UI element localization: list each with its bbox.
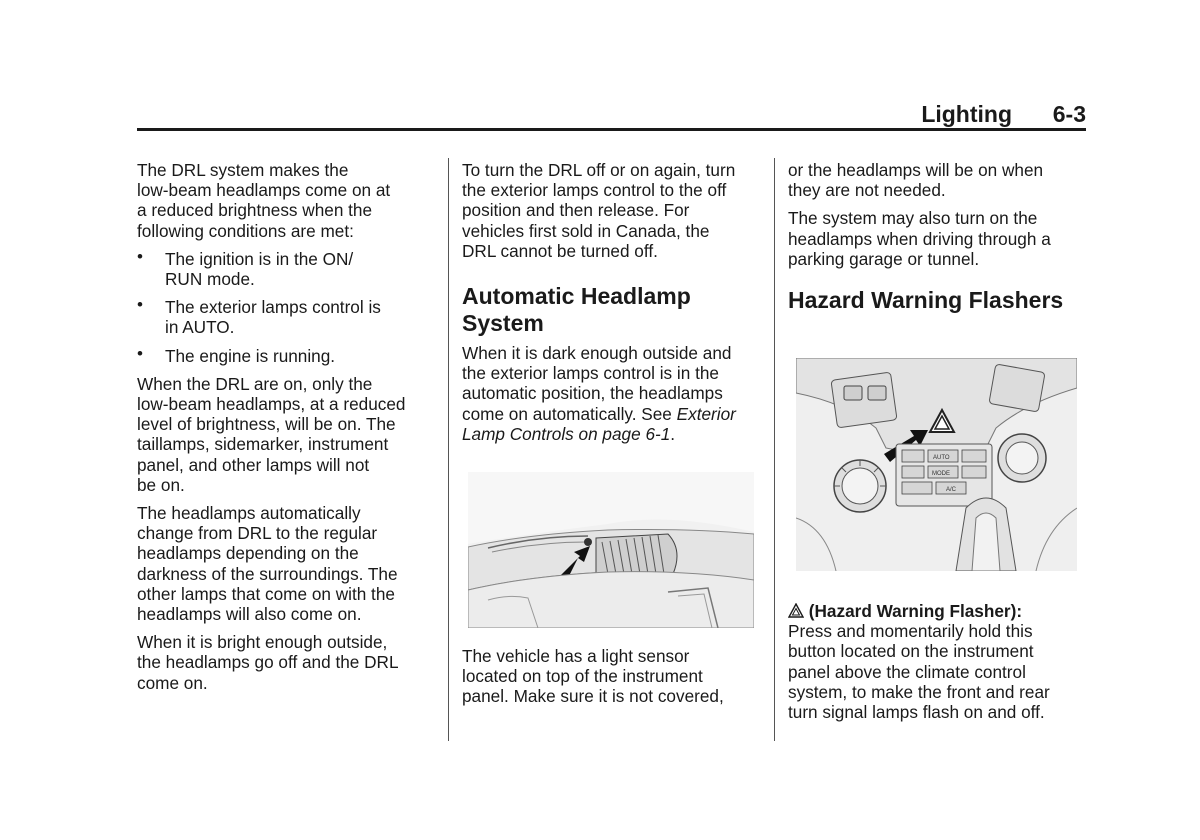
drl-on-paragraph <box>137 374 432 495</box>
text-line: level of brightness, will be on. The <box>137 414 396 435</box>
text-line: The system may also turn on the <box>788 208 1038 229</box>
hazard-button-illustration <box>796 358 1077 571</box>
text-line: system, to make the front and rear <box>788 681 1050 702</box>
text-line: position and then release. For <box>462 200 690 221</box>
cross-reference-link[interactable]: Exterior <box>676 403 736 424</box>
heading-line: System <box>462 310 544 337</box>
conditions-list <box>137 246 432 366</box>
hazard-label: (Hazard Warning Flasher): <box>808 601 1023 621</box>
text-line: headlamps when driving through a <box>788 228 1051 249</box>
text-line: automatic position, the headlamps <box>462 383 723 404</box>
text-line: turn signal lamps flash on and off. <box>788 702 1045 723</box>
text-line: low-beam headlamps, at a reduced <box>137 394 406 415</box>
text-line: in AUTO. <box>165 317 235 338</box>
text-line: panel. Make sure it is not covered, <box>462 686 724 707</box>
text-line: other lamps that come on with the <box>137 583 395 604</box>
text-line: The exterior lamps control is <box>165 297 381 318</box>
text-line: The headlamps automatically <box>137 503 361 524</box>
column-2 <box>462 160 762 452</box>
text-line: come on. <box>137 672 208 693</box>
bullet-icon: • <box>137 343 143 363</box>
text-line: headlamps depending on the <box>137 543 359 564</box>
drl-off-paragraph <box>462 160 762 261</box>
cross-reference-link[interactable]: Lamp Controls on page 6-1 <box>462 423 671 444</box>
column-divider <box>448 158 449 741</box>
list-item <box>137 343 432 366</box>
text-line: When it is bright enough outside, <box>137 632 388 653</box>
page-number: 6-3 <box>1052 101 1086 127</box>
text-line: the headlamps go off and the DRL <box>137 652 399 673</box>
text-line: be on. <box>137 474 185 495</box>
text-line: . <box>670 423 676 444</box>
text-line: The vehicle has a light sensor <box>462 646 690 666</box>
text-line: located on top of the instrument <box>462 666 703 687</box>
text-line: To turn the DRL off or on again, turn <box>462 160 736 180</box>
text-line: panel above the climate control <box>788 661 1026 682</box>
auto-change-paragraph <box>137 503 432 624</box>
text-line: parking garage or tunnel. <box>788 248 980 269</box>
center-stack-drawing <box>796 358 1077 571</box>
light-sensor-paragraph <box>462 646 762 707</box>
heading-line: Automatic Headlamp <box>462 283 691 310</box>
hazard-description-paragraph <box>788 601 1088 722</box>
light-sensor-illustration <box>468 472 754 628</box>
bright-paragraph <box>137 632 432 693</box>
text-line: DRL cannot be turned off. <box>462 240 658 261</box>
mode-button-label: MODE <box>932 471 950 477</box>
parking-garage-paragraph <box>788 208 1088 269</box>
text-line: RUN mode. <box>165 269 255 290</box>
text-line: Press and momentarily hold this <box>788 621 1033 642</box>
column-3-lower <box>788 601 1088 730</box>
section-title: Lighting <box>921 101 1012 127</box>
text-line: The engine is running. <box>165 345 336 366</box>
text-line: The DRL system makes the <box>137 160 349 180</box>
text-line: The ignition is in the ON/ <box>165 248 354 269</box>
header-rule <box>137 128 1086 131</box>
text-line: they are not needed. <box>788 180 946 201</box>
auto-button-label: AUTO <box>933 455 950 461</box>
auto-headlamp-paragraph <box>462 343 762 444</box>
text-line: following conditions are met: <box>137 220 354 241</box>
text-line: When it is dark enough outside and <box>462 343 732 364</box>
bullet-icon: • <box>137 246 143 266</box>
column-1 <box>137 160 432 701</box>
text-line: the exterior lamps control is in the <box>462 363 719 384</box>
text-line: darkness of the surroundings. The <box>137 563 398 584</box>
column-3 <box>788 160 1088 320</box>
ac-button-label: A/C <box>946 487 957 493</box>
text-line: or the headlamps will be on when <box>788 160 1044 180</box>
column-2-lower <box>462 646 762 715</box>
section-heading <box>462 283 762 337</box>
headlamps-note-paragraph <box>788 160 1088 200</box>
drl-intro-paragraph <box>137 160 432 241</box>
text-line: change from DRL to the regular <box>137 523 378 544</box>
text-line: low-beam headlamps come on at <box>137 180 391 201</box>
text-line: panel, and other lamps will not <box>137 454 370 475</box>
bullet-icon: • <box>137 295 143 315</box>
text-line: come on automatically. See <box>462 403 677 424</box>
text-line: taillamps, sidemarker, instrument <box>137 434 389 455</box>
column-divider <box>774 158 775 741</box>
hazard-triangle-icon <box>788 603 804 619</box>
text-line: headlamps will also come on. <box>137 604 362 625</box>
sensor-icon <box>584 538 592 546</box>
text-line: a reduced brightness when the <box>137 200 373 221</box>
text-line: When the DRL are on, only the <box>137 373 373 394</box>
text-line: vehicles first sold in Canada, the <box>462 220 710 241</box>
list-item <box>137 246 432 290</box>
list-item <box>137 297 432 337</box>
text-line: button located on the instrument <box>788 641 1034 662</box>
page-header <box>137 100 1086 130</box>
section-heading: Hazard Warning Flashers <box>788 287 1064 314</box>
text-line: the exterior lamps control to the off <box>462 180 727 201</box>
dashboard-sensor-drawing <box>468 472 754 628</box>
